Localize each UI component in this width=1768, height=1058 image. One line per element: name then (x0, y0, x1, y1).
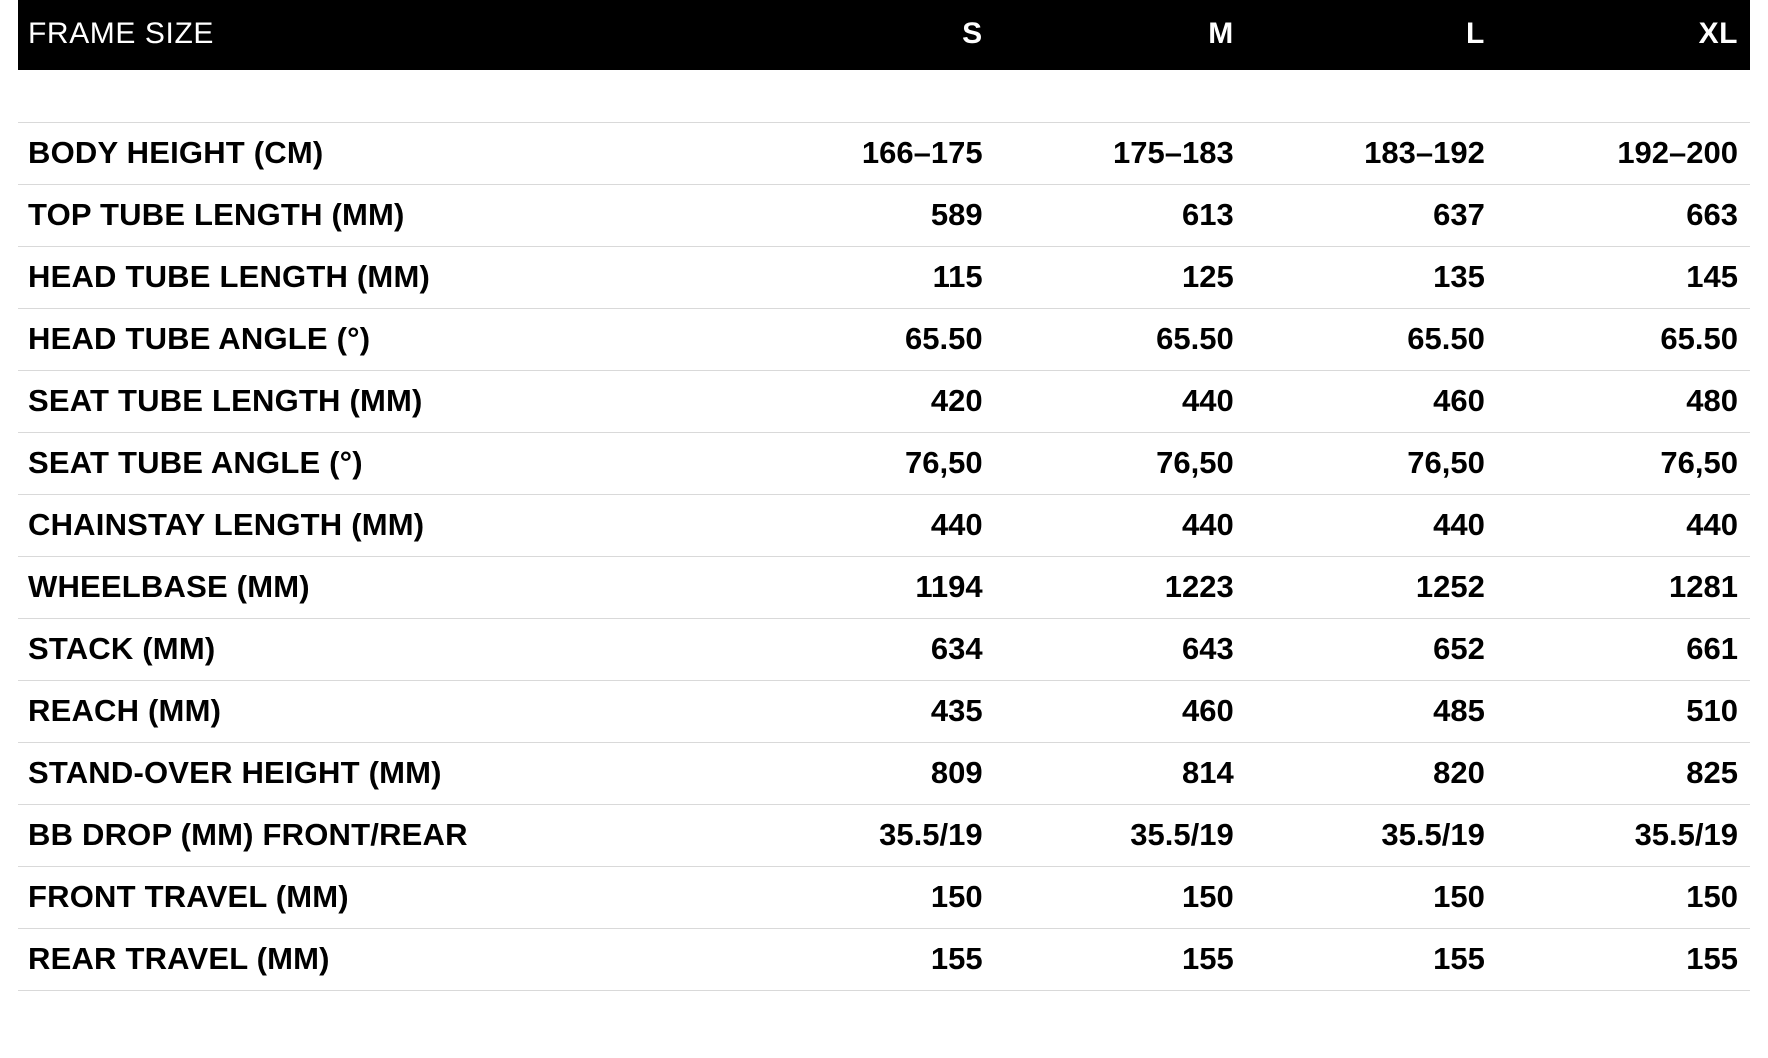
row-label: BB DROP (MM) FRONT/REAR (18, 805, 745, 867)
row-value-l: 150 (1248, 867, 1499, 929)
header-frame-size: FRAME SIZE (18, 0, 745, 70)
row-label: STAND-OVER HEIGHT (MM) (18, 743, 745, 805)
row-value-s: 420 (745, 371, 996, 433)
row-value-xl: 150 (1499, 867, 1750, 929)
row-value-l: 135 (1248, 247, 1499, 309)
row-value-m: 440 (997, 495, 1248, 557)
row-value-s: 435 (745, 681, 996, 743)
row-value-xl: 440 (1499, 495, 1750, 557)
row-value-xl: 145 (1499, 247, 1750, 309)
row-value-xl: 76,50 (1499, 433, 1750, 495)
row-value-l: 440 (1248, 495, 1499, 557)
row-value-l: 637 (1248, 185, 1499, 247)
row-value-s: 155 (745, 929, 996, 991)
table-header (18, 0, 1750, 70)
row-value-s: 166–175 (745, 123, 996, 185)
row-value-xl: 35.5/19 (1499, 805, 1750, 867)
row-value-xl: 825 (1499, 743, 1750, 805)
row-label: SEAT TUBE LENGTH (MM) (18, 371, 745, 433)
row-value-m: 150 (997, 867, 1248, 929)
row-value-m: 175–183 (997, 123, 1248, 185)
geometry-table (18, 0, 1750, 991)
header-size-m: M (997, 0, 1248, 70)
table-row (18, 929, 1750, 991)
row-value-m: 613 (997, 185, 1248, 247)
row-label: TOP TUBE LENGTH (MM) (18, 185, 745, 247)
table-row (18, 805, 1750, 867)
row-value-s: 115 (745, 247, 996, 309)
row-value-s: 634 (745, 619, 996, 681)
row-label: REACH (MM) (18, 681, 745, 743)
row-label: WHEELBASE (MM) (18, 557, 745, 619)
row-value-s: 589 (745, 185, 996, 247)
row-value-m: 155 (997, 929, 1248, 991)
table-row (18, 371, 1750, 433)
row-value-l: 65.50 (1248, 309, 1499, 371)
row-value-xl: 65.50 (1499, 309, 1750, 371)
row-value-l: 1252 (1248, 557, 1499, 619)
row-label: HEAD TUBE ANGLE (°) (18, 309, 745, 371)
row-label: HEAD TUBE LENGTH (MM) (18, 247, 745, 309)
row-value-m: 814 (997, 743, 1248, 805)
row-value-l: 652 (1248, 619, 1499, 681)
row-label: REAR TRAVEL (MM) (18, 929, 745, 991)
header-size-xl: XL (1499, 0, 1750, 70)
row-value-m: 76,50 (997, 433, 1248, 495)
header-size-l: L (1248, 0, 1499, 70)
row-label: SEAT TUBE ANGLE (°) (18, 433, 745, 495)
row-value-l: 460 (1248, 371, 1499, 433)
table-row (18, 495, 1750, 557)
table-row (18, 619, 1750, 681)
row-value-l: 155 (1248, 929, 1499, 991)
row-value-m: 460 (997, 681, 1248, 743)
table-body (18, 70, 1750, 991)
table-row (18, 309, 1750, 371)
table-row (18, 681, 1750, 743)
row-value-s: 35.5/19 (745, 805, 996, 867)
row-value-s: 1194 (745, 557, 996, 619)
table-row (18, 433, 1750, 495)
row-value-m: 65.50 (997, 309, 1248, 371)
table-row (18, 247, 1750, 309)
row-value-xl: 1281 (1499, 557, 1750, 619)
row-value-m: 35.5/19 (997, 805, 1248, 867)
row-value-xl: 480 (1499, 371, 1750, 433)
row-value-s: 76,50 (745, 433, 996, 495)
row-value-l: 820 (1248, 743, 1499, 805)
table-row (18, 867, 1750, 929)
row-value-xl: 661 (1499, 619, 1750, 681)
row-value-xl: 192–200 (1499, 123, 1750, 185)
row-value-l: 76,50 (1248, 433, 1499, 495)
row-value-m: 440 (997, 371, 1248, 433)
row-label: STACK (MM) (18, 619, 745, 681)
row-value-m: 1223 (997, 557, 1248, 619)
header-spacer-row (18, 70, 1750, 123)
row-value-s: 65.50 (745, 309, 996, 371)
row-label: BODY HEIGHT (CM) (18, 123, 745, 185)
row-value-xl: 510 (1499, 681, 1750, 743)
row-value-s: 150 (745, 867, 996, 929)
table-row (18, 185, 1750, 247)
row-value-xl: 663 (1499, 185, 1750, 247)
row-label: FRONT TRAVEL (MM) (18, 867, 745, 929)
table-row (18, 123, 1750, 185)
row-value-m: 643 (997, 619, 1248, 681)
row-value-l: 183–192 (1248, 123, 1499, 185)
header-size-s: S (745, 0, 996, 70)
row-value-m: 125 (997, 247, 1248, 309)
row-value-s: 440 (745, 495, 996, 557)
table-header-row (18, 0, 1750, 70)
table-row (18, 743, 1750, 805)
table-row (18, 557, 1750, 619)
row-value-s: 809 (745, 743, 996, 805)
row-value-xl: 155 (1499, 929, 1750, 991)
row-label: CHAINSTAY LENGTH (MM) (18, 495, 745, 557)
row-value-l: 485 (1248, 681, 1499, 743)
row-value-l: 35.5/19 (1248, 805, 1499, 867)
